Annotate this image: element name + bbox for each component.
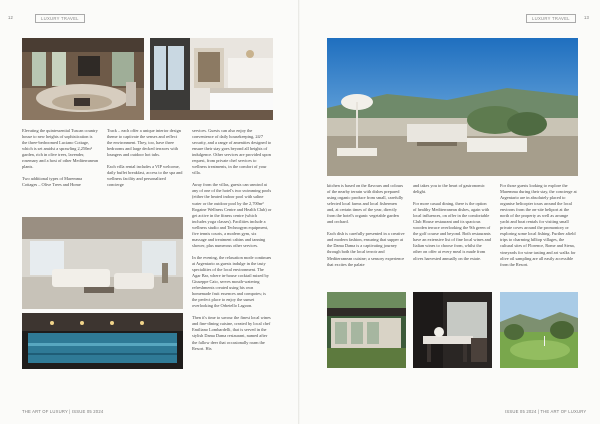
left-col2-paragraph: Each villa rental includes a VIP welcome, daily buffet breakfast, access to the spa and wellness facility and personalized concierge bbox=[107, 164, 183, 188]
right-text-column-3 bbox=[500, 183, 578, 274]
dining-room-photo bbox=[413, 292, 492, 368]
right-footer: ISSUE 05 2024 | THE ART OF LUXURY bbox=[505, 409, 587, 414]
left-footer: THE ART OF LUXURY | ISSUE 05 2024 bbox=[22, 409, 104, 414]
golf-course-photo bbox=[500, 292, 578, 368]
left-section-tag: LUXURY TRAVEL bbox=[35, 14, 85, 23]
right-text-column-1 bbox=[327, 183, 405, 274]
right-page-number: 13 bbox=[584, 15, 590, 20]
left-col1-paragraph: Elevating the quintessential Tuscan country house to new heights of sophistication is the three-bedroomed Luciano Cottage, which is set amidst a sprawling 2,250m² garden, rich in olive trees, lavender, rosemary and a host of other Mediterranean plants. bbox=[22, 128, 98, 170]
right-col1-paragraph: kitchen is based on the flavours and colours of the nearby terrain with dishes prepared using organic produce from small, carefully selected local farms and local fishermen and, at certain times of the year, directly from the hotel's organic vegetable garden and orchard. bbox=[327, 183, 404, 225]
left-col3-paragraph: services. Guests can also enjoy the convenience of daily housekeeping, 24/7 security, and a range of amenities designed to ensure their stay goes beyond all heights of indulgence. Other services are provided upon request, from private chef services to wellness treatments, in the comfort of your villa. bbox=[192, 128, 272, 176]
terrace-view-photo bbox=[327, 38, 578, 176]
right-section-tag: LUXURY TRAVEL bbox=[526, 14, 576, 23]
left-col3-paragraph: Away from the villas, guests can unwind at any of one of the hotel's two swimming pools (either the heated indoor pool with saline water or the outdoor pool by the 2,700m² Rogaine Wellness Centre and Health Club) or get active in the fitness centre (which includes yoga classes). Facilities include a wellness studio and Technogym equipment, five tennis courts, a modern gym, six massage and treatment cabins and tanning shower, plus numerous other services. bbox=[192, 182, 272, 248]
left-col3-paragraph: In the evening, the relaxation mode continues at Argentario as guests indulge in the tasty specialities of the local environment. The Agar Bar, where in-house cocktail mixed by Giuseppe Caio, serves mouth-watering refreshments created using his own homemade fruit essences and compotes; is the perfect place to enjoy the sunset overlooking the Orbetello Lagoon. bbox=[192, 254, 272, 309]
right-col1-paragraph: Each dish is carefully presented in a creative and modern fashion, ensuring that supper at the Dama Dama is a captivating journey through both the local terroir and Mediterranean cuisine; a sensory experience that excites the palate bbox=[327, 231, 405, 267]
left-text-column-2 bbox=[107, 128, 183, 194]
bedroom-photo bbox=[150, 38, 273, 120]
restaurant-terrace-photo bbox=[327, 292, 406, 368]
sitting-room-photo bbox=[22, 217, 183, 309]
right-text-column-2 bbox=[413, 183, 491, 268]
right-col2-paragraph: and takes you to the heart of gastronomic delight. bbox=[413, 183, 485, 195]
left-text-column-1 bbox=[22, 128, 98, 194]
right-col2-paragraph: For more casual dining, there is the option of healthy Mediterranean dishes, again with local influences, on offer in the comfortable Club House restaurant and its spacious wooden terrace overlooking the 9th green of the golf course and beyond. Both restaurants have an extensive list of fine local wines and Italian wines to choose from, whilst the other on offer at every meal is made from olives harvested annually on the estate. bbox=[413, 201, 491, 261]
left-text-column-3 bbox=[192, 128, 272, 358]
living-room-photo bbox=[22, 38, 144, 120]
indoor-pool-photo bbox=[22, 313, 183, 369]
right-page bbox=[300, 0, 600, 424]
left-col3-paragraph: Then it's time to savour the finest local wines and fine-dining cuisine, created by local chef Emiliano Lombardelli, that is served in the stylish Dama Dama restaurant, named after the fallow deer that occasionally roam the Resort. His bbox=[192, 315, 271, 351]
left-page-number: 12 bbox=[8, 15, 14, 20]
left-col2-paragraph: Track – each offer a unique interior design theme to captivate the senses and reflect the environment. They, too, have three bedrooms and large decked terraces with loungers and outdoor hot tubs. bbox=[107, 128, 181, 158]
right-col3-paragraph: For those guests looking to explore the Maremma during their stay, the concierge at Argentario are in absolutely placed to organise helicopter tours around the local environs from the on-site heliport at the north of the property as well as arrange yacht and boat rentals for visiting small private coves around the promontory or exploring some local fishing. Further afield trips to charming hilltop villages, the cultural sites of Florence, Rome and Siena, vineyards for wine tasting and art walks for olive oil sampling are all easily accessible from the Resort. bbox=[500, 183, 577, 267]
left-col1-paragraph: Two additional types of Maremma Cottages – Olive Trees and Home bbox=[22, 176, 83, 188]
